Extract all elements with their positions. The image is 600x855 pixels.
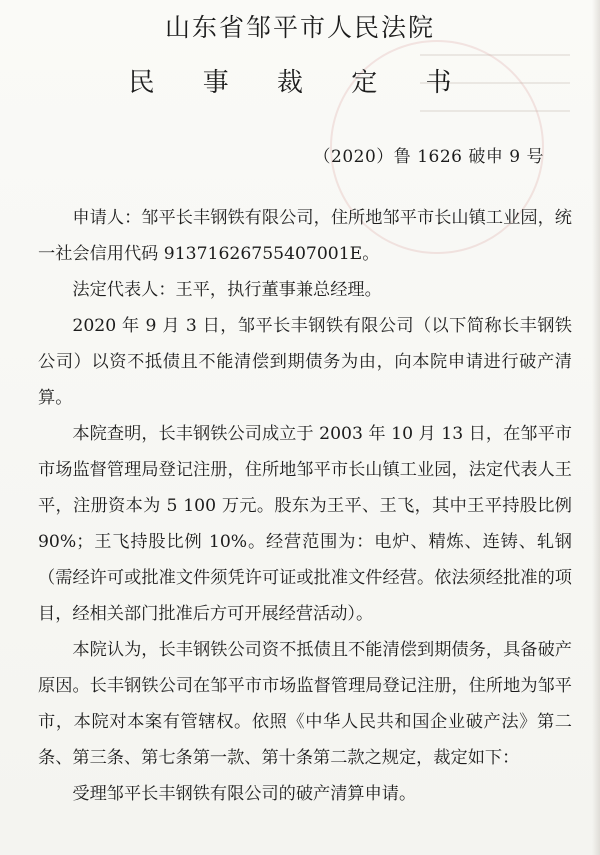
court-name: 山东省邹平市人民法院	[164, 13, 435, 42]
paragraph-legal-representative: 法定代表人：王平，执行董事兼总经理。	[72, 280, 382, 300]
paragraph-reasoning: 本院认为，长丰钢铁公司资不抵债且不能清偿到期债务，具备破产原因。长丰钢铁公司在邹平市市场监督管理局登记注册，住所地为邹平市，本院对本案有管辖权。依照《中华人民共和国企业破产法》第二条、第三条、第七条第一款、第十条第二款之规定，裁定如下：	[38, 640, 572, 768]
paragraph-application: 2020 年 9 月 3 日，邹平长丰钢铁有限公司（以下简称长丰钢铁公司）以资不抵债且不能清偿到期债务为由，向本院申请进行破产清算。	[38, 316, 572, 408]
paragraph-applicant: 申请人：邹平长丰钢铁有限公司，住所地邹平市长山镇工业园，统一社会信用代码 91371626755407001E。	[38, 208, 572, 264]
ruling-body	[38, 200, 572, 812]
document-type-title: 民 事 裁 定 书	[128, 68, 472, 98]
case-number: （2020）鲁 1626 破申 9 号	[313, 147, 544, 167]
page-edge-shadow	[592, 0, 600, 855]
paragraph-ruling: 受理邹平长丰钢铁有限公司的破产清算申请。	[72, 784, 417, 804]
paragraph-findings: 本院查明，长丰钢铁公司成立于 2003 年 10 月 13 日，在邹平市市场监督管理局登记注册，住所地邹平市长山镇工业园，法定代表人王平，注册资本为 5 100 万元。股东为王平、王飞，其中王平持股比例 90%；王飞持股比例 10%。经营范围为：电炉、精炼、连铸、轧钢（需经许可或批准文件须凭许可证或批准文件经营。依法须经批准的项目，经相关部门批准后方可开展经营活动）。	[38, 424, 572, 624]
